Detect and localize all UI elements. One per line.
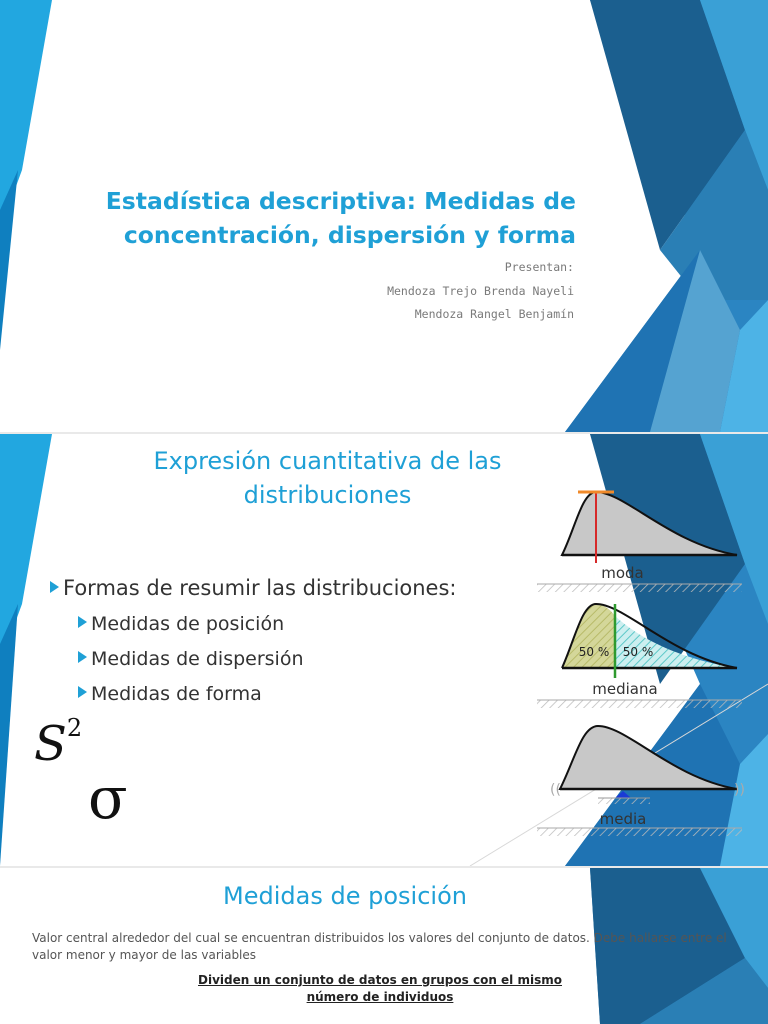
percent-right-label: 50 %	[622, 645, 654, 659]
svg-text:)): ))	[734, 782, 745, 798]
bullet-main: Formas de resumir las distribuciones:	[50, 576, 457, 600]
sub-bullet: Medidas de dispersión	[78, 648, 304, 670]
slide-title: Medidas de posición	[223, 882, 467, 910]
mediana-label: mediana	[592, 680, 658, 698]
moda-label: moda	[601, 564, 644, 582]
presenter-name: Mendoza Rangel Benjamín	[414, 307, 574, 321]
presenters-label: Presentan:	[504, 260, 574, 274]
percent-left-label: 50 %	[578, 645, 610, 659]
media-label: media	[599, 810, 647, 828]
slide-title: Expresión cuantitativa de las distribuciones	[153, 447, 502, 509]
presentation-title: Estadística descriptiva: Medidas de concentración, dispersión y forma	[105, 187, 576, 249]
presenter-name: Mendoza Trejo Brenda Nayeli	[387, 284, 574, 298]
description-paragraph: Valor central alrededor del cual se encuentran distribuidos los valores del conjunto de datos. Debe hallarse entre el valor menor y mayor de las variables	[32, 931, 727, 962]
sub-bullet: Medidas de forma	[78, 683, 262, 705]
slide-distributions	[0, 434, 768, 866]
sub-bullet: Medidas de posición	[78, 613, 284, 635]
variance-symbol: $S^2$	[34, 714, 83, 772]
svg-text:((: ((	[550, 782, 561, 798]
slide-title	[0, 0, 768, 432]
emphasis-text: Dividen un conjunto de datos en grupos con el mismo número de individuos	[198, 973, 562, 1004]
slide-medidas-posicion	[0, 868, 768, 1024]
sigma-symbol: σ	[88, 764, 128, 832]
